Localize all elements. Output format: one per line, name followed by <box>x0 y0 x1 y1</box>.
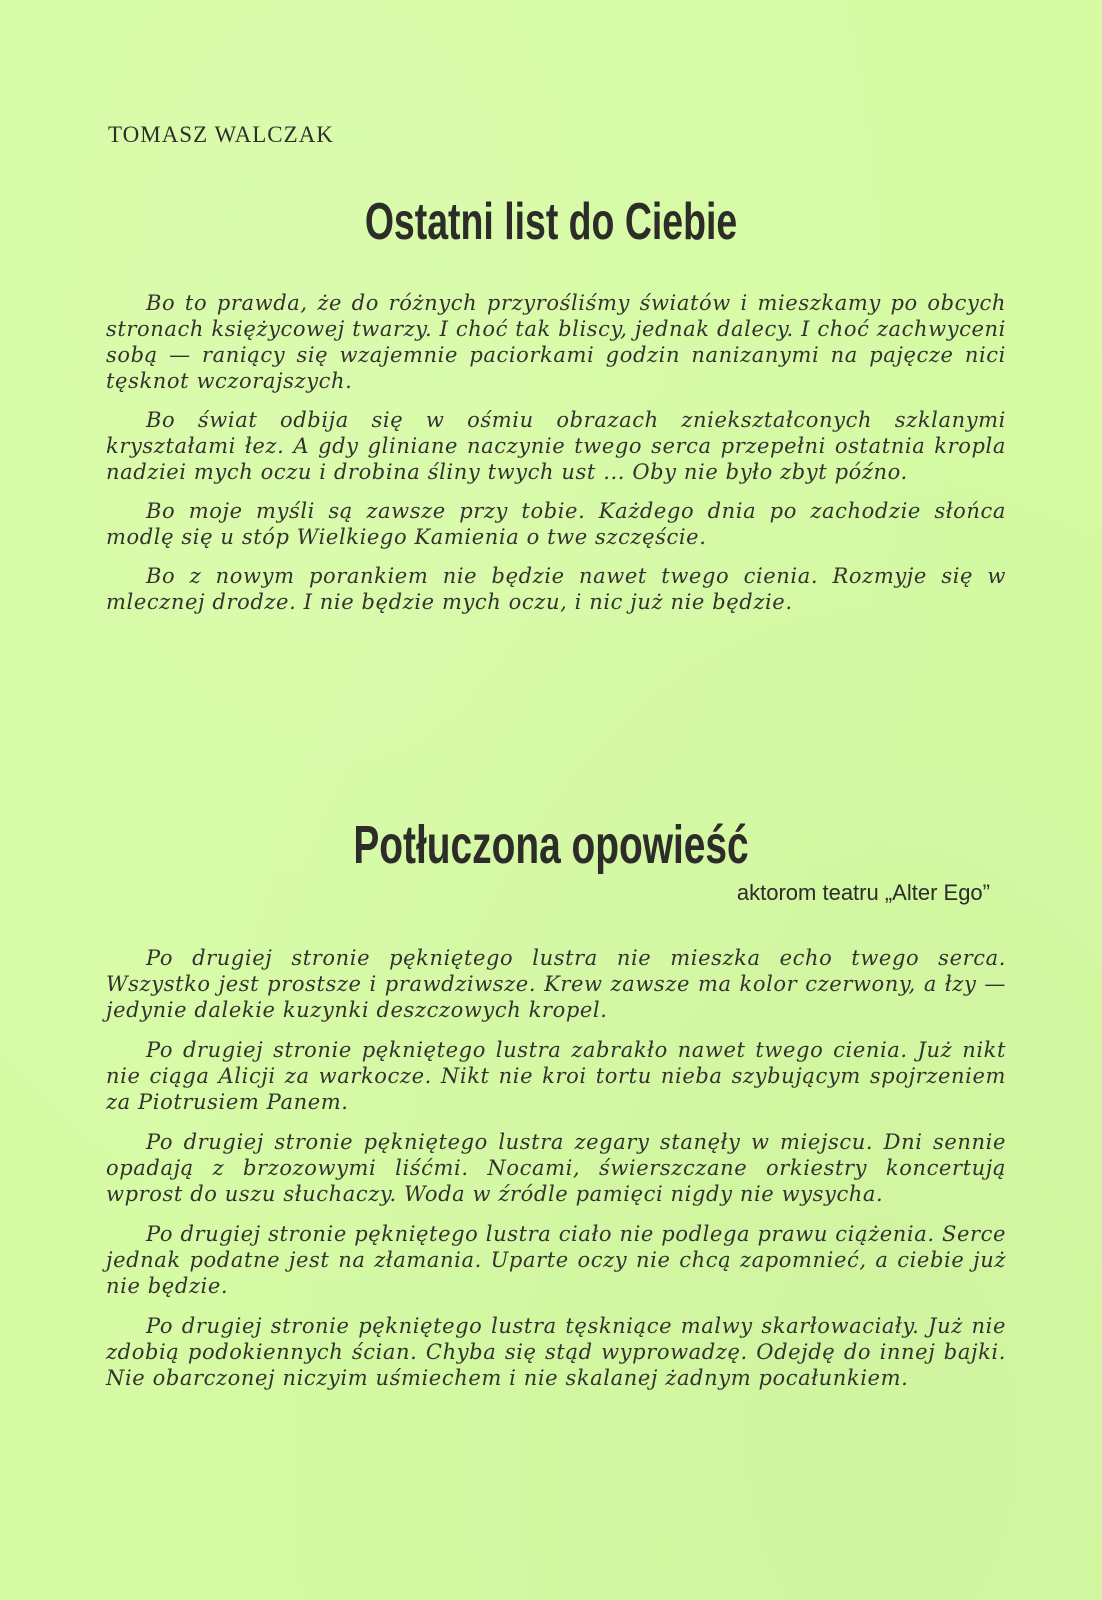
paragraph: Po drugiej stronie pękniętego lustra tęskniące malwy skarłowaciały. Już nie zdobią podokiennych ścian. Chyba się stąd wyprowadzę. Odejdę do innej bajki. Nie obarczonej niczyim uśmiechem i nie skalanej żadnym pocałunkiem. <box>106 1314 1006 1390</box>
paragraph: Po drugiej stronie pękniętego lustra ciało nie podlega prawu ciążenia. Serce jednak podatne jest na złamania. Uparte oczy nie chcą zapomnieć, a ciebie już nie będzie. <box>106 1222 1006 1298</box>
poem-title-ostatni-list: Ostatni list do Ciebie <box>364 193 738 251</box>
paragraph: Po drugiej stronie pękniętego lustra zegary stanęły w miejscu. Dni sennie opadają z brzozowymi liśćmi. Nocami, świerszczane orkiestry koncertują wprost do uszu słuchaczy. Woda w źródle pamięci nigdy nie wysycha. <box>106 1130 1006 1206</box>
paragraph: Bo to prawda, że do różnych przyrośliśmy światów i mieszkamy po obcych stronach księżycowej twarzy. I choć tak bliscy, jednak dalecy. I choć zachwyceni sobą — raniący się wzajemnie paciorkami godzin nanizanymi na pajęcze nici tęsknot wczorajszych. <box>106 291 1006 393</box>
paragraph: Po drugiej stronie pękniętego lustra zabrakło nawet twego cienia. Już nikt nie ciąga Alicji za warkocze. Nikt nie kroi tortu nieba szybującym spojrzeniem za Piotrusiem Panem. <box>106 1038 1006 1114</box>
poem-title-potluczona-opowiesc: Potłuczona opowieść <box>353 815 749 875</box>
paragraph: Bo moje myśli są zawsze przy tobie. Każdego dnia po zachodzie słońca modlę się u stóp Wielkiego Kamienia o twe szczęście. <box>106 499 1006 549</box>
paragraph: Bo świat odbija się w ośmiu obrazach zniekształconych szklanymi kryształami łez. A gdy gliniane naczynie twego serca przepełni ostatnia kropla nadziei mych oczu i drobina śliny twych ust ... Oby nie było zbyt późno. <box>106 408 1006 484</box>
paragraph: Bo z nowym porankiem nie będzie nawet twego cienia. Rozmyje się w mlecznej drodze. I nie będzie mych oczu, i nic już nie będzie. <box>106 564 1006 614</box>
author-name: TOMASZ WALCZAK <box>108 122 334 147</box>
poem-body-potluczona-opowiesc <box>106 945 1006 1405</box>
paragraph: Po drugiej stronie pękniętego lustra nie mieszka echo twego serca. Wszystko jest prostsze i prawdziwsze. Krew zawsze ma kolor czerwony, a łzy — jedynie dalekie kuzynki deszczowych kropel. <box>106 946 1006 1022</box>
dedication: aktorom teatru „Alter Ego” <box>736 880 990 905</box>
poem-body-ostatni-list <box>106 290 1006 628</box>
